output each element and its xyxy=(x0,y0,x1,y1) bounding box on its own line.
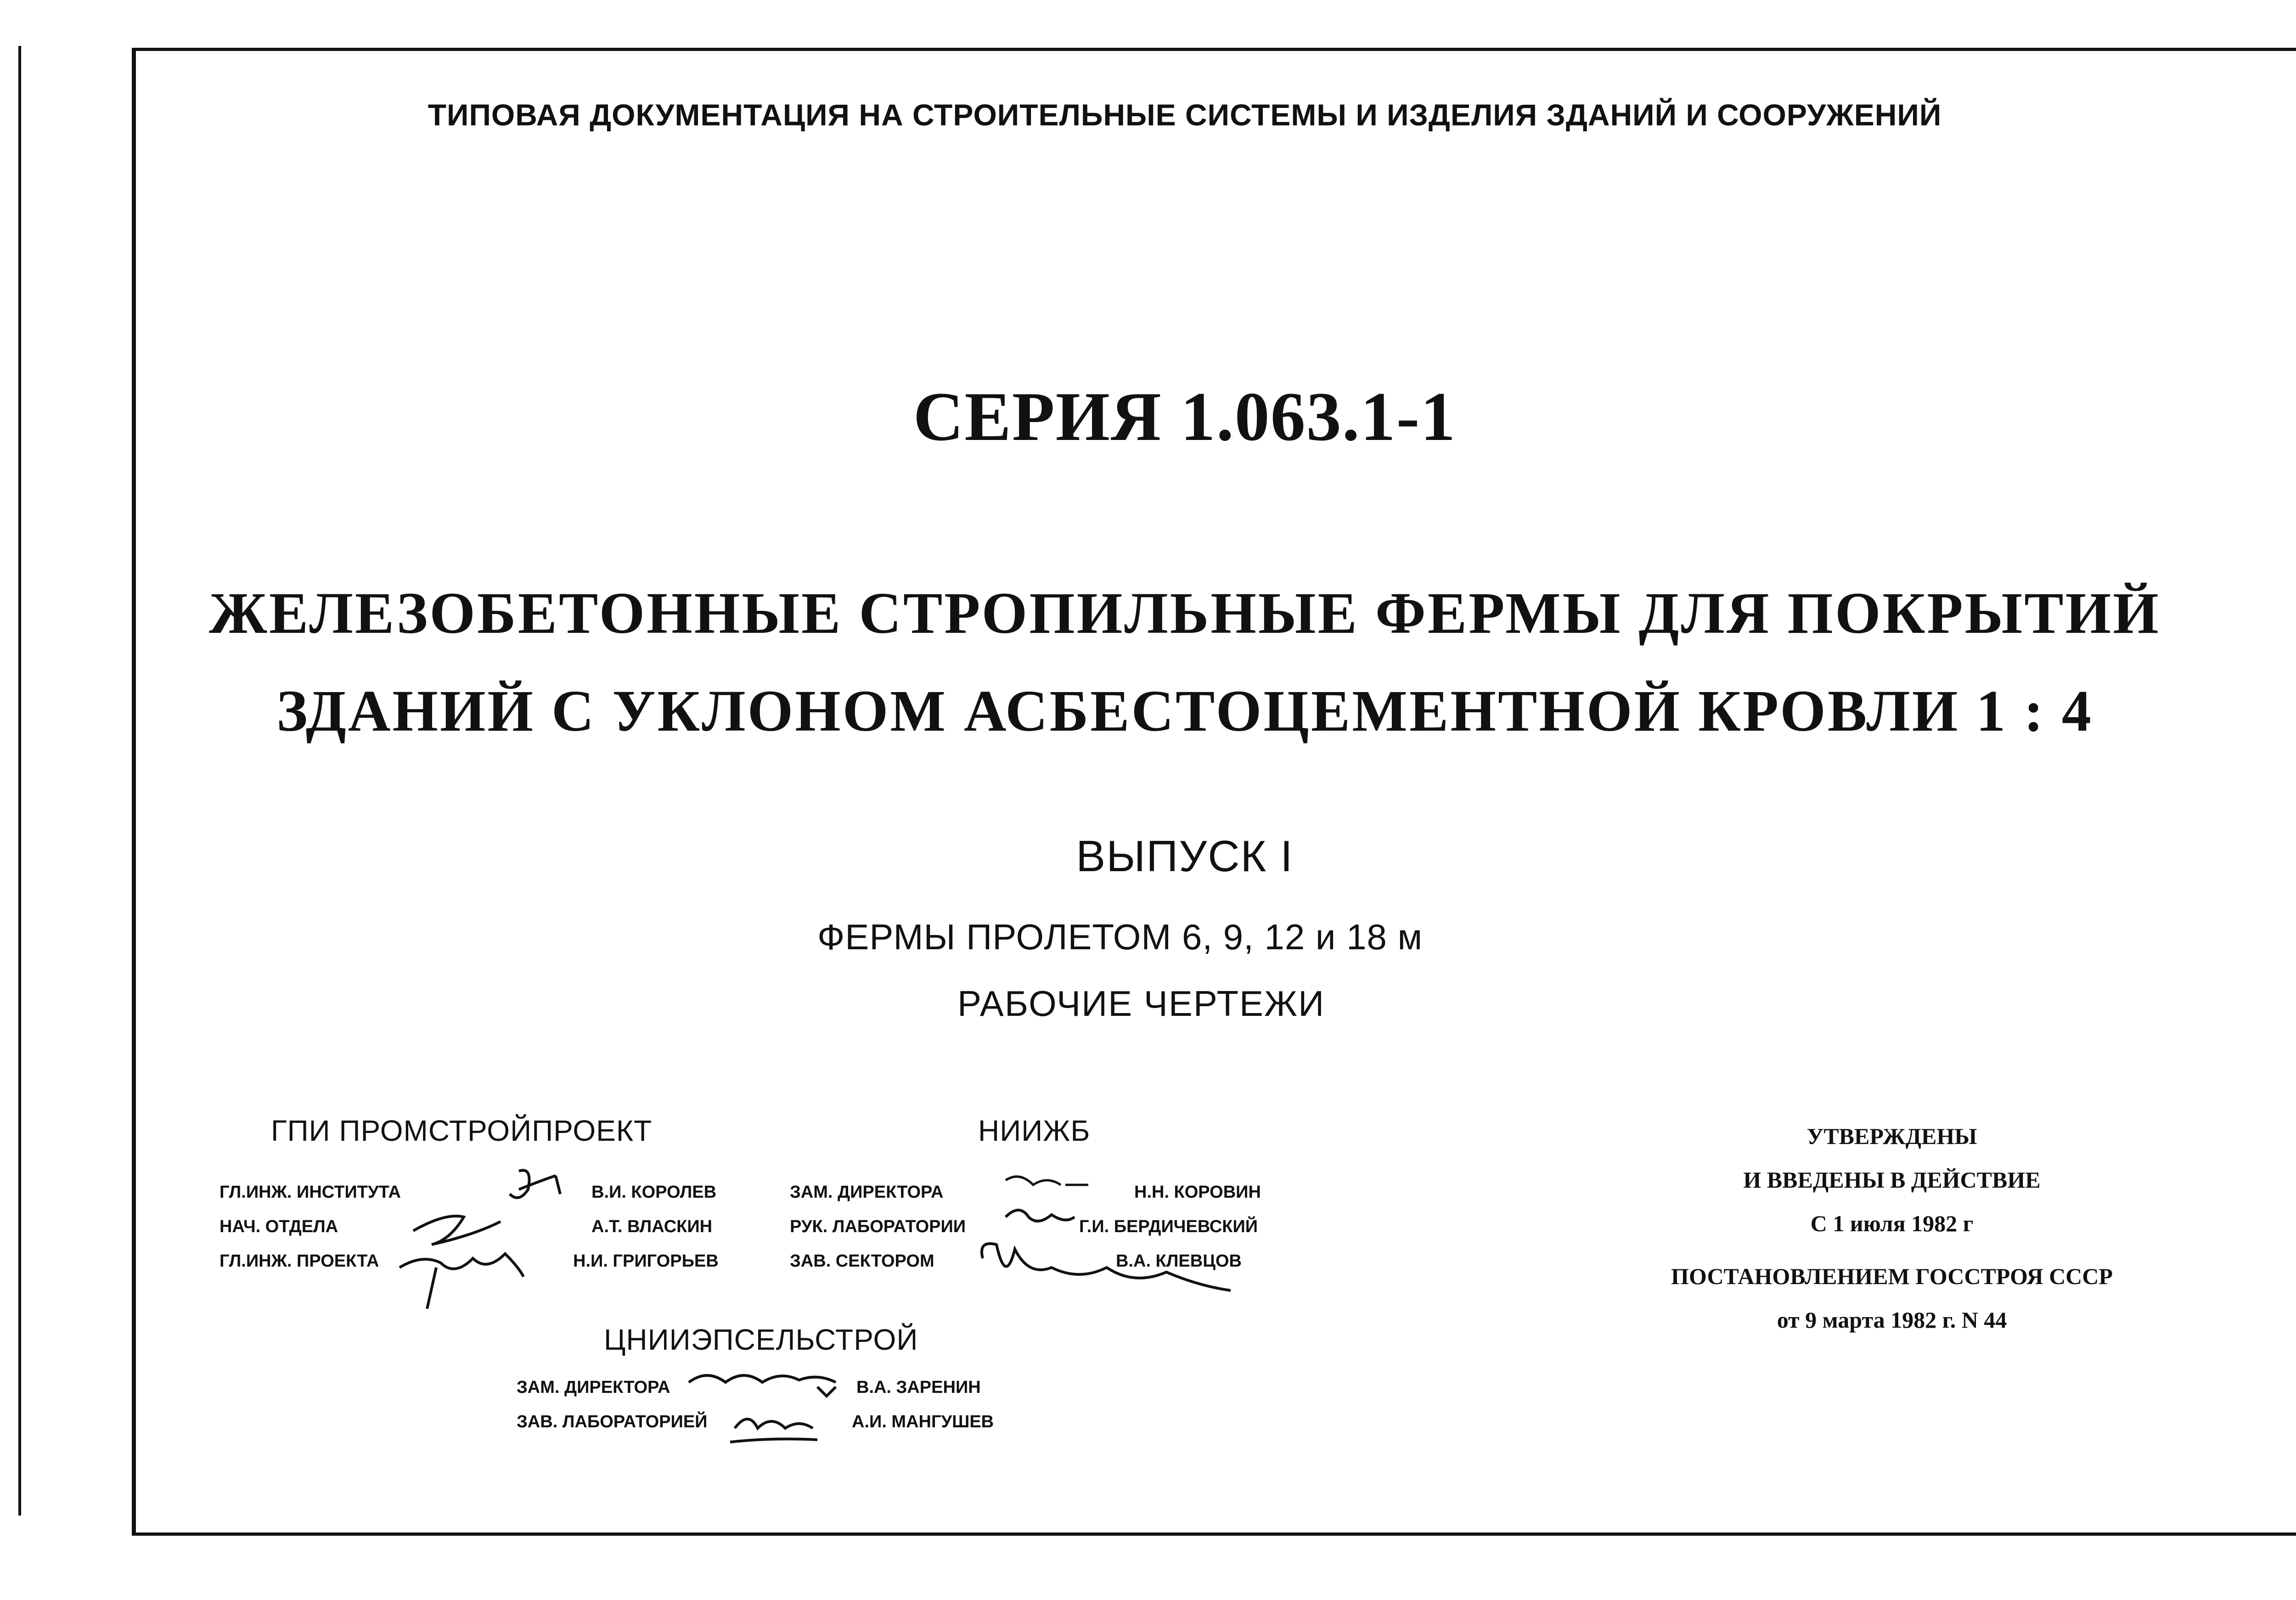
staff-role: ГЛ.ИНЖ. ИНСТИТУТА xyxy=(219,1183,401,1202)
approval-date: С 1 июля 1982 г xyxy=(1810,1211,1974,1236)
series-title: СЕРИЯ 1.063.1-1 xyxy=(913,378,1457,455)
staff-role: ЗАВ. СЕКТОРОМ xyxy=(790,1251,934,1271)
signature-image xyxy=(960,1166,1235,1313)
signature-image xyxy=(680,1359,863,1460)
approval-line: И ВВЕДЕНЫ В ДЕЙСТВИЕ xyxy=(1743,1167,2041,1193)
org-niizhb-name: НИИЖБ xyxy=(978,1114,1091,1147)
org-tsniiep-name: ЦНИИЭПСЕЛЬСТРОЙ xyxy=(604,1323,918,1356)
approval-line: УТВЕРЖДЕНЫ xyxy=(1806,1123,1977,1149)
staff-name: Н.И. ГРИГОРЬЕВ xyxy=(573,1251,719,1271)
staff-role: НАЧ. ОТДЕЛА xyxy=(219,1217,338,1236)
approval-line: ПОСТАНОВЛЕНИЕМ ГОССТРОЯ СССР xyxy=(1671,1263,2113,1289)
work-drawings-label: РАБОЧИЕ ЧЕРТЕЖИ xyxy=(957,983,1325,1024)
main-title-line-2: ЗДАНИЙ С УКЛОНОМ АСБЕСТОЦЕМЕНТНОЙ КРОВЛИ 1 : 4 xyxy=(276,678,2093,744)
staff-name: Н.Н. КОРОВИН xyxy=(1134,1183,1261,1202)
staff-role: ЗАМ. ДИРЕКТОРА xyxy=(517,1378,670,1397)
signature-image xyxy=(381,1162,583,1309)
org-gpi-name: ГПИ ПРОМСТРОЙПРОЕКТ xyxy=(271,1114,653,1147)
staff-name: А.Т. ВЛАСКИН xyxy=(591,1217,713,1236)
subtitle: ФЕРМЫ ПРОЛЕТОМ 6, 9, 12 и 18 м xyxy=(817,917,1423,957)
staff-name: Г.И. БЕРДИЧЕВСКИЙ xyxy=(1079,1217,1258,1236)
staff-role: ЗАВ. ЛАБОРАТОРИЕЙ xyxy=(517,1412,708,1431)
staff-role: ГЛ.ИНЖ. ПРОЕКТА xyxy=(219,1251,379,1271)
document-header: ТИПОВАЯ ДОКУМЕНТАЦИЯ НА СТРОИТЕЛЬНЫЕ СИСТЕМЫ И ИЗДЕЛИЯ ЗДАНИЙ И СООРУЖЕНИЙ xyxy=(428,98,1942,132)
staff-name: В.А. КЛЕВЦОВ xyxy=(1116,1251,1242,1271)
staff-role: РУК. ЛАБОРАТОРИИ xyxy=(790,1217,966,1236)
left-margin-line xyxy=(18,46,21,1515)
approval-resolution: от 9 марта 1982 г. N 44 xyxy=(1777,1307,2007,1333)
staff-role: ЗАМ. ДИРЕКТОРА xyxy=(790,1183,944,1202)
staff-name: В.А. ЗАРЕНИН xyxy=(856,1378,981,1397)
staff-name: В.И. КОРОЛЕВ xyxy=(591,1183,717,1202)
issue-number: ВЫПУСК I xyxy=(1076,832,1294,881)
main-title-line-1: ЖЕЛЕЗОБЕТОННЫЕ СТРОПИЛЬНЫЕ ФЕРМЫ ДЛЯ ПОКРЫТИЙ xyxy=(209,580,2161,646)
staff-name: А.И. МАНГУШЕВ xyxy=(852,1412,994,1431)
